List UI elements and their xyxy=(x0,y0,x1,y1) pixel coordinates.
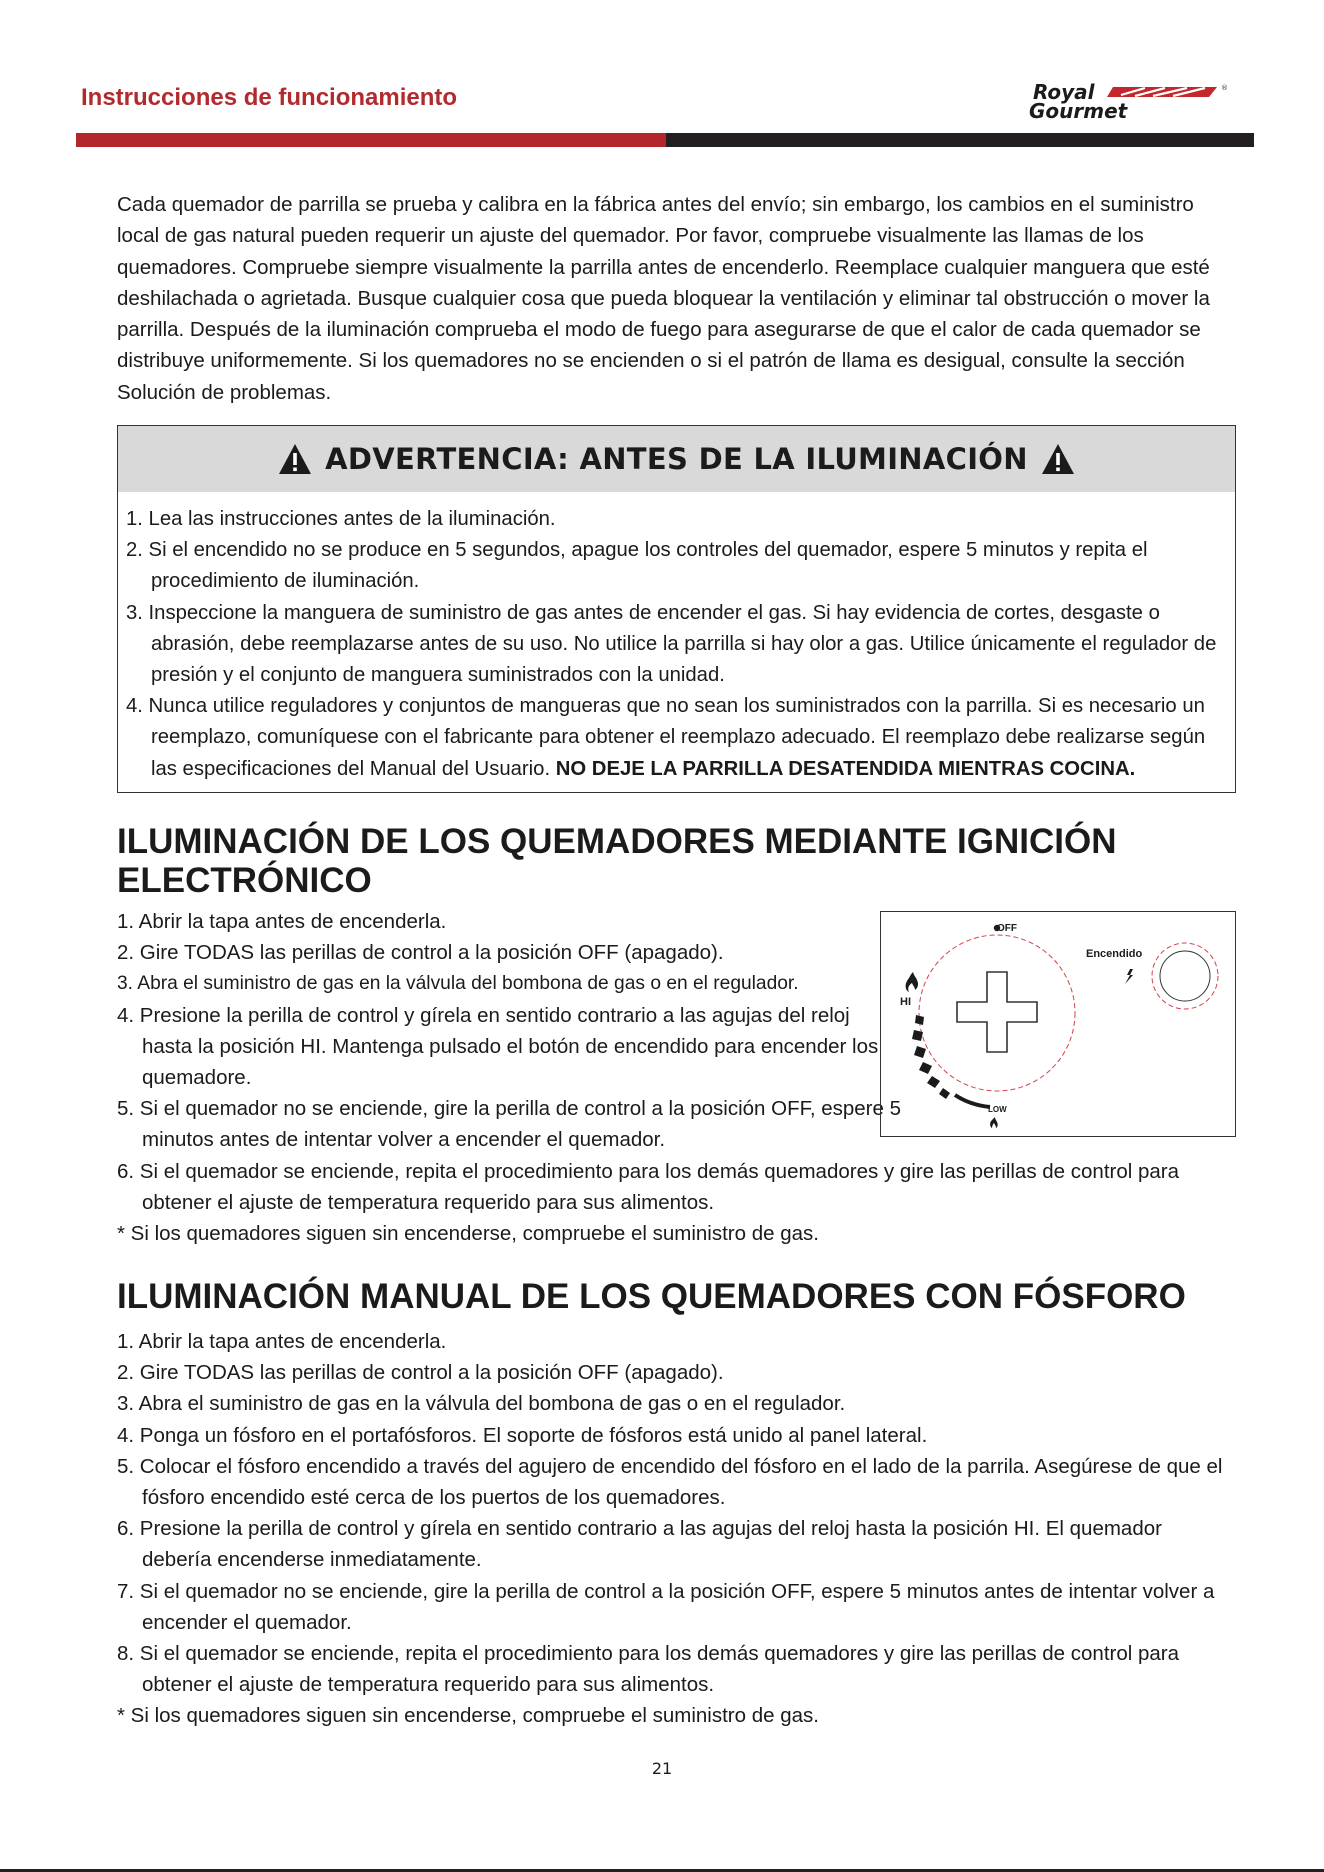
section-title-electronic-ignition: ILUMINACIÓN DE LOS QUEMADORES MEDIANTE IGNICIÓN ELECTRÓNICO xyxy=(117,822,1117,900)
list-item: 4. Ponga un fósforo en el portafósforos. El soporte de fósforos está unido al panel lateral. xyxy=(117,1423,928,1447)
list-item: 8. Si el quemador se enciende, repita el procedimiento para los demás quemadores y gire las perillas de control para obtener el ajuste de temperatura requerido para sus alimentos. xyxy=(117,1642,1180,1697)
warning-item: 1. Lea las instrucciones antes de la iluminación. xyxy=(126,508,556,530)
page-number: 21 xyxy=(651,1759,673,1778)
warning-triangle-icon xyxy=(1040,442,1076,476)
list-item: 3. Abra el suministro de gas en la válvula del bombona de gas o en el regulador. xyxy=(117,1392,846,1416)
ignition-label: Encendido xyxy=(1086,948,1143,960)
intro-paragraph: Cada quemador de parrilla se prueba y calibra en la fábrica antes del envío; sin embargo, los cambios en el suministro local de gas natural pueden requerir un ajuste del quemador. Por favor, compruebe visualmente las llamas de los quemadores. Compruebe siempre visualmente la parrilla antes de encenderlo. Reemplace cualquier manguera que esté deshilachada o agrietada. Busque cualquier cosa que pueda bloquear la ventilación y eliminar tal obstrucción o mover la parrilla. Después de la iluminación comprueba el modo de fuego para asegurarse de que el calor de cada quemador se distribuye uniformemente. Si los quemadores no se encienden o si el patrón de llama es desigual, consulte la sección Solución de problemas. xyxy=(117,193,1210,404)
list-item: 5. Colocar el fósforo encendido a través del agujero de encendido del fósforo en el lado de la parrila. Asegúrese de que el fósforo encendido esté cerca de los puertos de los quemadores. xyxy=(117,1454,1223,1510)
warning-item-text: 4. Nunca utilice reguladores y conjuntos de mangueras que no sean los suministrados con la parrilla. Si es necesario un reemplazo, comuníquese con el fabricante para obtener el reemplazo adecuado. El reemplazo debe realizarse según las especificaciones del Manual del Usuario. xyxy=(126,695,1206,780)
note-item: * Si los quemadores siguen sin encenderse, compruebe el suministro de gas. xyxy=(117,1222,819,1246)
list-item: 4. Presione la perilla de control y gírela en sentido contrario a las agujas del reloj hasta la posición HI. Mantenga pulsado el botón de encendido para encender los quemadore. xyxy=(117,1003,879,1090)
list-item: 1. Abrir la tapa antes de encenderla. xyxy=(117,1330,447,1353)
manual-steps-list xyxy=(117,1326,1232,1732)
warning-triangle-icon xyxy=(277,442,313,476)
header-rule-dark xyxy=(666,133,1254,147)
warning-box xyxy=(117,425,1236,793)
header-rule-red xyxy=(76,133,666,147)
list-item: 3. Abra el suministro de gas en la válvula del bombona de gas o en el regulador. xyxy=(117,973,799,995)
hi-label: HI xyxy=(900,996,911,1008)
control-knob-diagram xyxy=(880,911,1236,1137)
registered-mark: ® xyxy=(1221,84,1228,92)
warning-title: ADVERTENCIA: ANTES DE LA ILUMINACIÓN xyxy=(325,442,1028,476)
section-title-manual-lighting: ILUMINACIÓN MANUAL DE LOS QUEMADORES CON FÓSFORO xyxy=(117,1277,1186,1316)
list-item: 2. Gire TODAS las perillas de control a la posición OFF (apagado). xyxy=(117,941,724,965)
warning-item: 2. Si el encendido no se produce en 5 segundos, apague los controles del quemador, espere 5 minutos y repita el procedimiento de iluminación. xyxy=(126,539,1148,593)
royal-gourmet-logo xyxy=(1025,80,1230,122)
note-item: * Si los quemadores siguen sin encenderse, compruebe el suministro de gas. xyxy=(117,1704,819,1728)
warning-list xyxy=(126,504,1232,785)
list-item: 1. Abrir la tapa antes de encenderla. xyxy=(117,910,447,933)
list-item: 7. Si el quemador no se enciende, gire la perilla de control a la posición OFF, espere 5 minutos antes de intentar volver a encender el quemador. xyxy=(117,1579,1215,1634)
warning-emphasis: NO DEJE LA PARRILLA DESATENDIDA MIENTRAS COCINA. xyxy=(555,757,1136,780)
knob-dial-graphic xyxy=(881,912,1234,1135)
list-item: 6. Si el quemador se enciende, repita el procedimiento para los demás quemadores y gire las perillas de control para obtener el ajuste de temperatura requerido para sus alimentos. xyxy=(117,1159,1180,1214)
list-item: 2. Gire TODAS las perillas de control a la posición OFF (apagado). xyxy=(117,1361,724,1385)
warning-item: 3. Inspeccione la manguera de suministro de gas antes de encender el gas. Si hay evidencia de cortes, desgaste o abrasión, debe reemplazarse antes de su uso. No utilice la parrilla si hay olor a gas. Utilice únicamente el regulador de presión y el conjunto de manguera suministrados con la unidad. xyxy=(126,601,1217,687)
warning-header xyxy=(118,426,1235,492)
off-label: OFF xyxy=(997,923,1017,934)
page-header-title: Instrucciones de funcionamiento xyxy=(81,84,458,111)
logo-text-gourmet: Gourmet xyxy=(1029,99,1128,122)
logo-text-royal: Royal xyxy=(1033,80,1095,104)
low-label: LOW xyxy=(988,1105,1007,1114)
list-item: 6. Presione la perilla de control y gírela en sentido contrario a las agujas del reloj hasta la posición HI. El quemador debería encenderse inmediatamente. xyxy=(117,1517,1162,1572)
list-item: 5. Si el quemador no se enciende, gire la perilla de control a la posición OFF, espere 5 minutos antes de intentar volver a encender el quemador. xyxy=(117,1097,902,1152)
warning-item xyxy=(126,691,1232,785)
